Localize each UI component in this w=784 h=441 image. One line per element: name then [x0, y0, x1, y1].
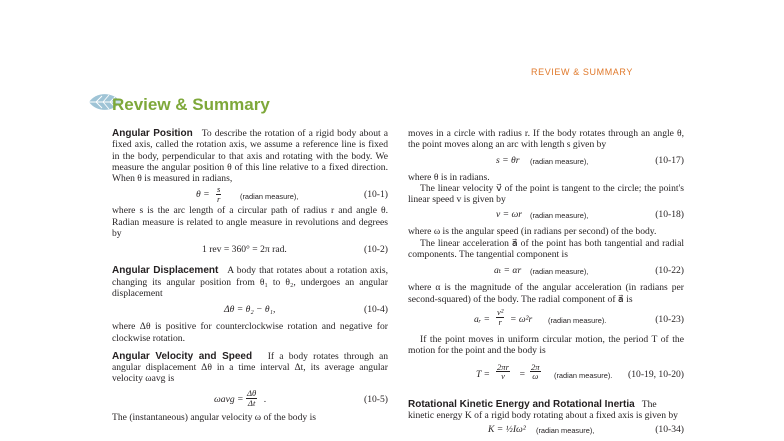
- angular-position-text: To describe the rotation of a rigid body about a fixed axis, called the rotation axis, we assume a reference line is fixed in the body, perpendicular to that axis and rotating with the body. We measure the angular position θ of this line relative to a fixed direction. When θ is measured in radians,: [112, 128, 388, 185]
- eq-body: s = θr: [496, 154, 520, 166]
- eq-number: (10-2): [364, 244, 388, 256]
- denominator: v: [501, 371, 505, 382]
- linear-velocity-text: The linear velocity v⃗ of the point is tangent to the circle; the point's linear speed v is given by: [408, 182, 684, 206]
- eq-note: (radian measure),: [530, 156, 589, 166]
- fraction-2pi-over-omega: [530, 363, 541, 382]
- eq-note: (radian measure),: [536, 426, 595, 436]
- eq-body: aₜ = αr: [494, 265, 522, 277]
- equation-10-23: [408, 308, 684, 330]
- heading-angular-position: Angular Position: [112, 128, 193, 139]
- instantaneous-text: The (instantaneous) angular velocity ω of the body is: [112, 411, 316, 423]
- section-title: Review & Summary: [112, 95, 270, 114]
- eq-number: (10-34): [655, 424, 684, 436]
- eq-number: (10-5): [364, 393, 388, 405]
- eq-number: (10-22): [655, 265, 684, 277]
- equation-10-4: [112, 304, 388, 321]
- fraction-2pir-over-v: [496, 363, 510, 382]
- rotational-ke-block: [408, 399, 684, 410]
- rotational-ke-text: kinetic energy K of a rigid body rotating about a fixed axis is given by: [408, 409, 678, 421]
- heading-rotational-ke: Rotational Kinetic Energy and Rotational Inertia: [408, 398, 635, 410]
- running-head: REVIEW & SUMMARY: [531, 67, 633, 77]
- equation-10-19-10-20: [408, 361, 684, 387]
- angular-speed-text: where ω is the angular speed (in radians per second) of the body.: [408, 226, 657, 238]
- eq-rhs: = ω²r: [510, 313, 533, 325]
- equation-10-22: [408, 265, 684, 282]
- fraction-v2-over-r: [496, 308, 504, 327]
- eq-lhs: aᵣ =: [474, 313, 491, 325]
- numerator: s: [217, 184, 221, 195]
- eq-number: (10-4): [364, 304, 388, 316]
- eq-lhs: T =: [476, 368, 491, 380]
- radian-text: where s is the arc length of a circular path of radius r and angle θ. Radian measure is related to angle measure in revolutions and degrees by: [112, 205, 388, 240]
- heading-angular-velocity: Angular Velocity and Speed: [112, 350, 253, 362]
- angular-position-block: [112, 128, 388, 184]
- radians-text: where θ is in radians.: [408, 171, 490, 183]
- eq-note: (radian measure).: [548, 315, 607, 325]
- eq-note: (radian measure).: [554, 370, 613, 380]
- rotational-ke-lead: The: [641, 398, 657, 410]
- denominator: Δt: [247, 397, 256, 408]
- angular-velocity-block: [112, 351, 388, 385]
- right-column: [408, 128, 684, 441]
- eq-number: (10-23): [655, 313, 684, 325]
- angular-velocity-text: If a body rotates through an angular displacement Δθ in a time interval Δt, its average angular velocity ωavg is: [112, 350, 388, 385]
- eq-lhs: θ =: [196, 189, 210, 201]
- numerator: 2πr: [497, 361, 509, 372]
- eq-mid: =: [519, 368, 526, 380]
- eq-number: (10-1): [364, 189, 388, 201]
- equation-10-17: [408, 155, 684, 172]
- displacement-sign-text: where Δθ is positive for counterclockwise rotation and negative for clockwise rotation.: [112, 321, 388, 344]
- eq-note: (radian measure),: [240, 192, 299, 202]
- equation-10-5: [112, 388, 388, 410]
- eq-lhs: ωavg =: [214, 393, 244, 405]
- eq-note: (radian measure),: [530, 267, 589, 277]
- eq-note: (radian measure),: [530, 211, 589, 221]
- eq-body: v = ωr: [496, 209, 523, 221]
- angular-displacement-text: A body that rotates about a rotation axis, changing its angular position from θ₁ to θ₂, undergoes an angular displacement: [112, 265, 388, 299]
- denominator: ω: [532, 371, 539, 382]
- eq-number: (10-18): [655, 209, 684, 221]
- equation-10-1: [112, 185, 388, 205]
- period-text: If the point moves in uniform circular motion, the period T of the motion for the point and the body is: [408, 333, 684, 357]
- eq-number: (10-17): [655, 154, 684, 166]
- angular-displacement-block: [112, 265, 388, 299]
- equation-10-18: [408, 209, 684, 226]
- fraction-dtheta-over-dt: [246, 389, 257, 408]
- fraction-s-over-r: [216, 185, 221, 204]
- left-column: [112, 128, 388, 423]
- denominator: r: [217, 194, 221, 205]
- numerator: Δθ: [247, 387, 257, 398]
- heading-angular-displacement: Angular Displacement: [112, 265, 219, 277]
- arc-text: moves in a circle with radius r. If the body rotates through an angle θ, the point moves along an arc with length s given by: [408, 128, 684, 151]
- equation-10-2: [112, 244, 388, 261]
- eq-number: (10-19, 10-20): [628, 368, 684, 380]
- eq-end: .: [264, 393, 267, 405]
- angular-acceleration-text: where α is the magnitude of the angular acceleration (in radians per second-squared) of the body. The radial component of a⃗ is: [408, 282, 684, 305]
- numerator: 2π: [531, 361, 540, 372]
- equation-10-34: [408, 424, 684, 441]
- linear-acceleration-text: The linear acceleration a⃗ of the point has both tangential and radial components. The tangential component is: [408, 237, 684, 261]
- eq-body: 1 rev = 360° = 2π rad.: [202, 244, 287, 256]
- eq-body: K = ½Iω²: [488, 424, 526, 436]
- denominator: r: [498, 316, 502, 327]
- eq-body: Δθ = θ₂ − θ₁,: [224, 304, 276, 316]
- numerator: v²: [497, 306, 504, 317]
